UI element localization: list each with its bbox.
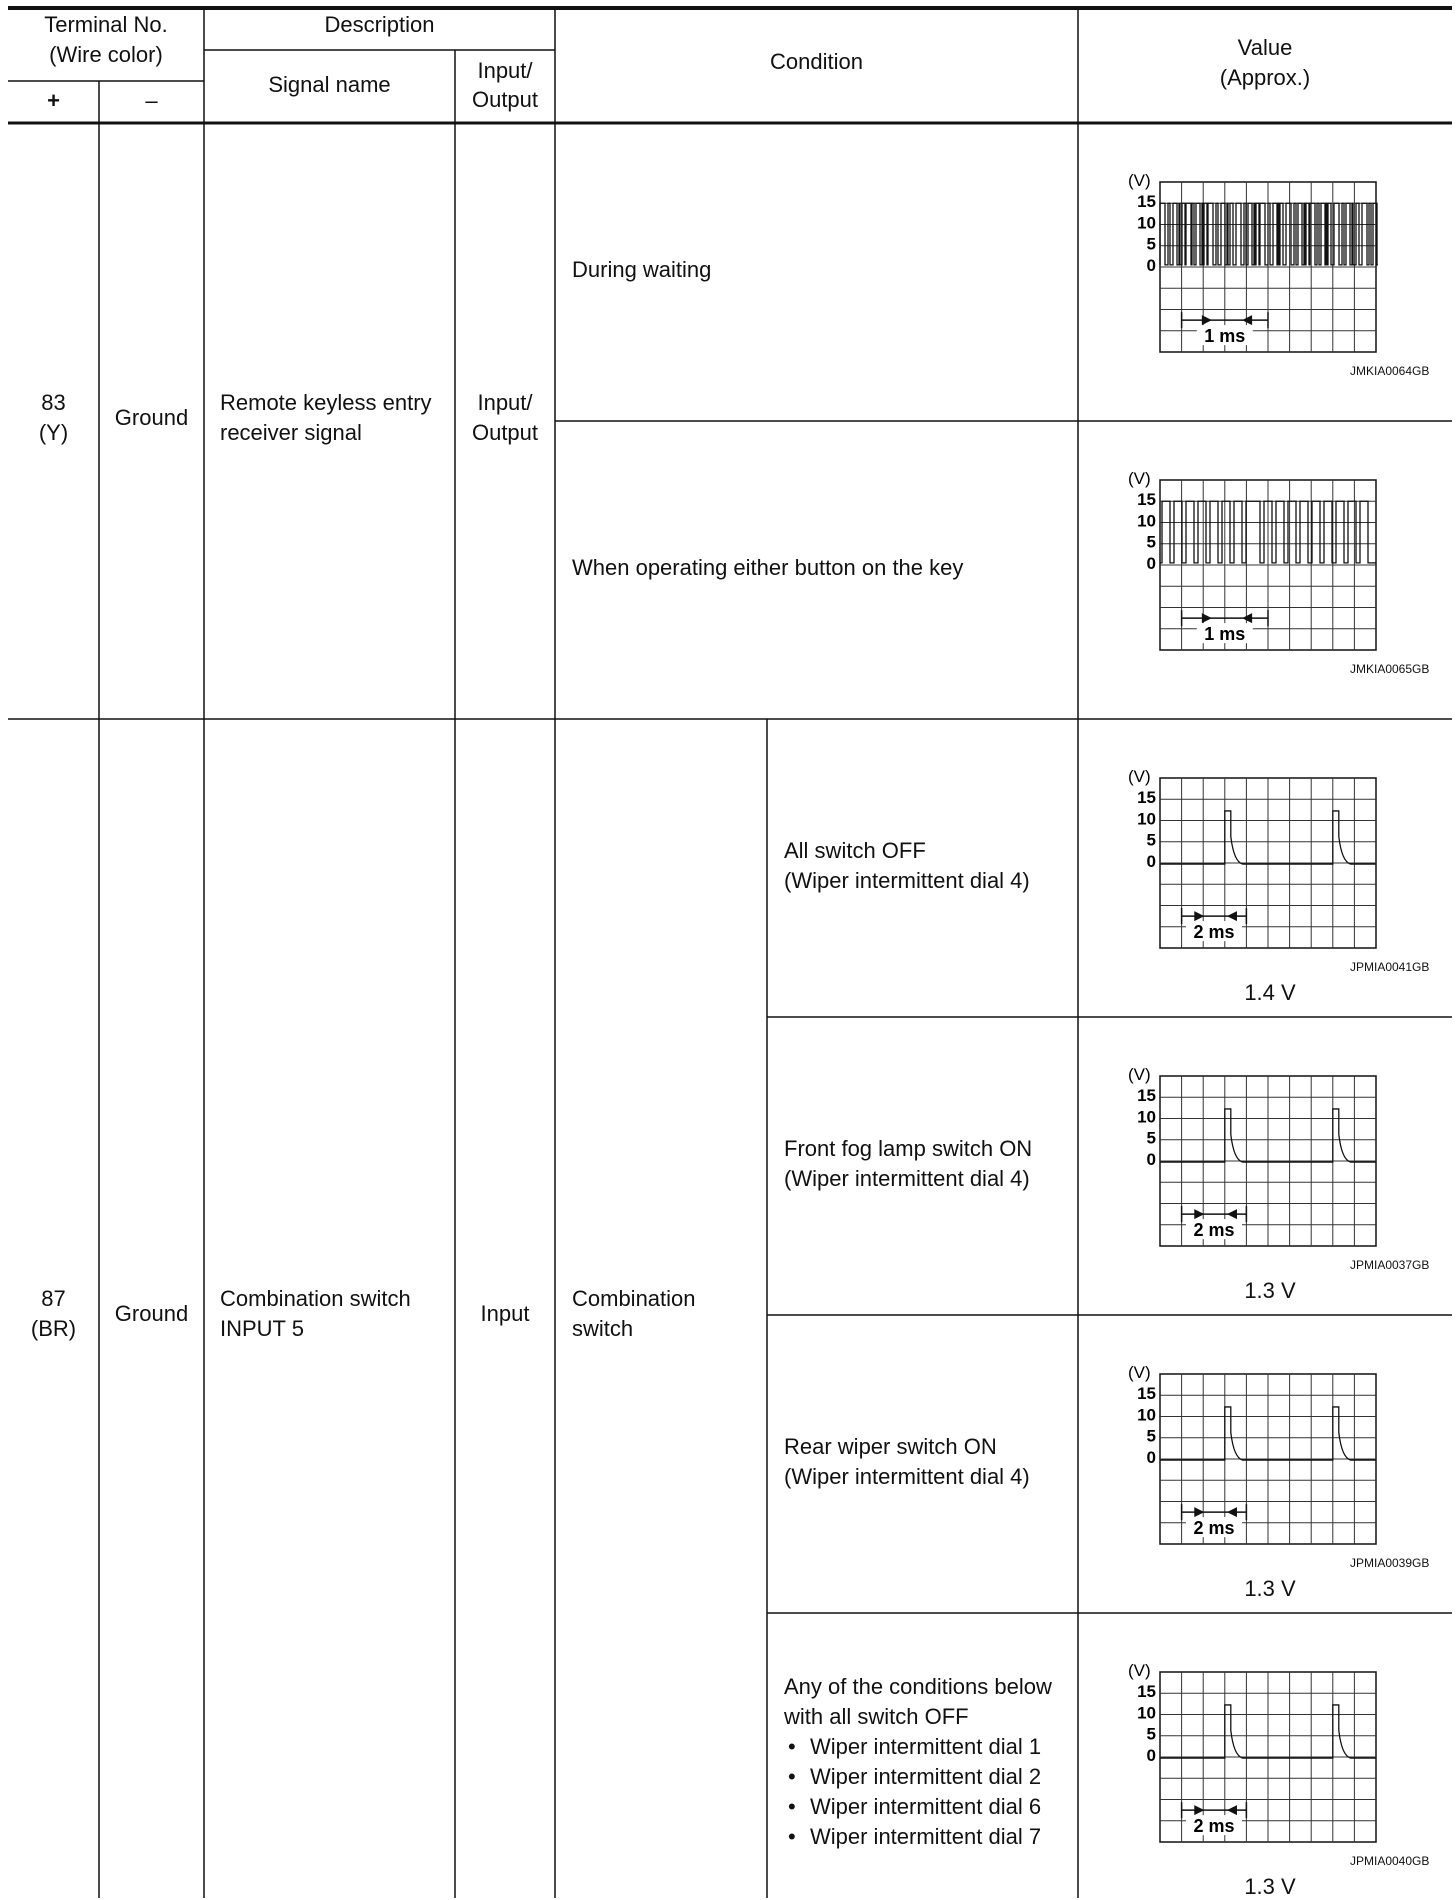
condition-group-line2: switch — [572, 1316, 634, 1341]
terminal-plus-83: 83 — [41, 390, 66, 415]
axis-tick-label: 5 — [1146, 1128, 1156, 1148]
image-code: JMKIA0065GB — [1350, 662, 1430, 676]
header-value-line2: (Approx.) — [1219, 65, 1311, 90]
condition-rear-wiper-line1: Rear wiper switch ON — [784, 1434, 997, 1459]
condition-during-waiting: During waiting — [572, 257, 712, 282]
time-label: 2 ms — [1193, 1220, 1235, 1241]
image-code: JPMIA0041GB — [1350, 960, 1430, 974]
value-rear-wiper: 1.3 V — [1244, 1576, 1296, 1601]
value-any-conditions: 1.3 V — [1244, 1874, 1296, 1899]
waveform-operating-button — [1120, 466, 1380, 656]
waveform-rear-wiper — [1120, 1360, 1380, 1550]
signal-name-83-line2: receiver signal — [220, 420, 362, 445]
axis-tick-label: 5 — [1146, 234, 1156, 254]
header-signal-name: Signal name — [268, 72, 391, 97]
waveform-all-switch-off — [1120, 764, 1380, 954]
axis-tick-label: 0 — [1146, 553, 1156, 573]
bullet-item: • Wiper intermittent dial 7 — [784, 1822, 1041, 1852]
condition-front-fog-line1: Front fog lamp switch ON — [784, 1136, 1033, 1161]
condition-any-bullet-list — [784, 1732, 1041, 1852]
time-label: 2 ms — [1193, 1518, 1235, 1539]
header-io-line1: Input/ — [477, 58, 533, 83]
condition-any-line2: with all switch OFF — [784, 1704, 969, 1729]
axis-tick-label: 15 — [1137, 1086, 1156, 1106]
bullet-item: • Wiper intermittent dial 6 — [784, 1792, 1041, 1822]
axis-tick-label: 5 — [1146, 830, 1156, 850]
condition-all-switch-off-line1: All switch OFF — [784, 838, 926, 863]
axis-tick-label: 10 — [1137, 511, 1156, 531]
axis-unit-label: (V) — [1128, 1661, 1151, 1680]
axis-tick-label: 5 — [1146, 1426, 1156, 1446]
condition-front-fog-line2: (Wiper intermittent dial 4) — [784, 1166, 1030, 1191]
axis-tick-label: 5 — [1146, 532, 1156, 552]
axis-tick-label: 0 — [1146, 1745, 1156, 1765]
header-description: Description — [324, 12, 435, 37]
signal-name-87-line1: Combination switch — [220, 1286, 411, 1311]
bullet-item: • Wiper intermittent dial 2 — [784, 1762, 1041, 1792]
io-87: Input — [480, 1301, 530, 1326]
terminal-minus-87: Ground — [114, 1301, 189, 1326]
axis-tick-label: 15 — [1137, 192, 1156, 212]
header-io-line2: Output — [471, 87, 539, 112]
axis-tick-label: 0 — [1146, 851, 1156, 871]
axis-unit-label: (V) — [1128, 469, 1151, 488]
axis-tick-label: 15 — [1137, 1384, 1156, 1404]
wire-color-83: (Y) — [38, 420, 69, 445]
waveform-front-fog — [1120, 1062, 1380, 1252]
time-label: 1 ms — [1204, 326, 1246, 347]
condition-group-line1: Combination — [572, 1286, 696, 1311]
value-all-switch-off: 1.4 V — [1244, 980, 1296, 1005]
axis-tick-label: 10 — [1137, 809, 1156, 829]
signal-name-83-line1: Remote keyless entry — [220, 390, 432, 415]
image-code: JPMIA0040GB — [1350, 1854, 1430, 1868]
axis-tick-label: 0 — [1146, 1447, 1156, 1467]
axis-tick-label: 0 — [1146, 255, 1156, 275]
axis-unit-label: (V) — [1128, 171, 1151, 190]
condition-any-line1: Any of the conditions below — [784, 1674, 1052, 1699]
wire-color-87: (BR) — [30, 1316, 77, 1341]
condition-rear-wiper-line2: (Wiper intermittent dial 4) — [784, 1464, 1030, 1489]
axis-unit-label: (V) — [1128, 1363, 1151, 1382]
waveform-during-waiting — [1120, 168, 1380, 358]
axis-tick-label: 0 — [1146, 1149, 1156, 1169]
signal-name-87-line2: INPUT 5 — [220, 1316, 304, 1341]
axis-tick-label: 15 — [1137, 788, 1156, 808]
time-label: 2 ms — [1193, 1816, 1235, 1837]
condition-operating-button: When operating either button on the key — [572, 555, 964, 580]
axis-tick-label: 10 — [1137, 1703, 1156, 1723]
image-code: JPMIA0039GB — [1350, 1556, 1430, 1570]
axis-unit-label: (V) — [1128, 767, 1151, 786]
axis-unit-label: (V) — [1128, 1065, 1151, 1084]
header-value-line1: Value — [1237, 35, 1293, 60]
header-terminal-no: Terminal No. — [44, 12, 168, 37]
terminal-plus-87: 87 — [41, 1286, 66, 1311]
condition-all-switch-off-line2: (Wiper intermittent dial 4) — [784, 868, 1030, 893]
header-minus: – — [145, 88, 158, 113]
header-plus: + — [47, 88, 60, 113]
axis-tick-label: 10 — [1137, 1107, 1156, 1127]
io-83-line1: Input/ — [477, 390, 533, 415]
header-condition: Condition — [770, 49, 863, 74]
terminal-minus-83: Ground — [114, 405, 189, 430]
image-code: JPMIA0037GB — [1350, 1258, 1430, 1272]
time-label: 1 ms — [1204, 624, 1246, 645]
axis-tick-label: 10 — [1137, 213, 1156, 233]
axis-tick-label: 10 — [1137, 1405, 1156, 1425]
io-83-line2: Output — [471, 420, 539, 445]
axis-tick-label: 5 — [1146, 1724, 1156, 1744]
bullet-item: • Wiper intermittent dial 1 — [784, 1732, 1041, 1762]
time-label: 2 ms — [1193, 922, 1235, 943]
waveform-any-conditions — [1120, 1658, 1380, 1848]
axis-tick-label: 15 — [1137, 490, 1156, 510]
header-wire-color: (Wire color) — [49, 42, 163, 67]
axis-tick-label: 15 — [1137, 1682, 1156, 1702]
value-front-fog: 1.3 V — [1244, 1278, 1296, 1303]
image-code: JMKIA0064GB — [1350, 364, 1430, 378]
